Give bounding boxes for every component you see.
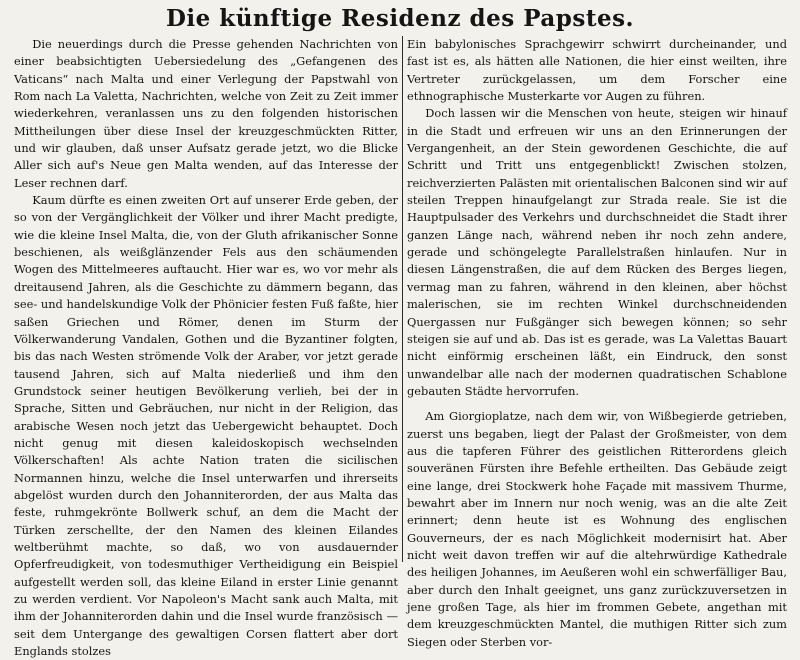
paragraph-languages: Ein babylonisches Sprachgewirr schwirrt durcheinander, und fast ist es, als hätten alle Nationen, die hier einst weilten, ihre Vertreter zurückgelassen, um dem Forscher eine ethnographische Musterkarte vor Augen zu führen.	[407, 37, 787, 104]
paragraph-palace: Am Giorgioplatze, nach dem wir, von Wißbegierde getrieben, zuerst uns begaben, liegt der Palast der Großmeister, von dem aus die tapferen Führer des geistlichen Ritterordens gleich souveränen Fürsten ihre Befehle ertheilten. Das Gebäude zeigt eine lange, drei Stockwerk hohe Façade mit massivem Thurme, bewahrt aber im Innern nur noch wenig, was an die alte Zeit erinnert; denn heute ist es Wohnung des englischen Gouverneurs, der es nach Möglichkeit modernisirt hat. Aber nicht weit davon treffen wir auf die altehrwürdige Kathedrale des heiligen Johannes, im Aeußeren wohl ein schwerfälliger Bau, aber durch den Inhalt geeignet, uns ganz zurückzuversetzen in jene großen Tage, als hier im frommen Gebete, angethan mit dem kreuzgeschmückten Mantel, die muthigen Ritter sich zum Siegen oder Sterben vor-	[407, 409, 787, 649]
paragraph-intro: Die neuerdings durch die Presse gehenden Nachrichten von einer beabsichtigten Uebersiedelung des „Gefangenen des Vaticans“ nach Malta und einer Verlegung der Papstwahl von Rom nach La Valetta, Nachrichten, welche von Zeit zu Zeit immer wiederkehren, veranlassen uns zu den folgenden historischen Mittheilungen über diese Insel der kreuzgeschmückten Ritter, und wir glauben, daß unser Aufsatz gerade jetzt, wo die Blicke Aller sich auf's Neue gen Malta wenden, auf das Interesse der Leser rechnen darf.	[14, 37, 398, 190]
left-column	[14, 36, 398, 659]
column-divider	[402, 36, 403, 562]
paragraph-city: Doch lassen wir die Menschen von heute, steigen wir hinauf in die Stadt und erfreuen wir uns an den Erinnerungen der Vergangenheit, an der Stein gewordenen Geschichte, die auf Schritt und Tritt uns entgegenblickt! Zwischen stolzen, reichverzierten Palästen mit orientalischen Balconen sind wir auf steilen Treppen hinaufgelangt zur Strada reale. Sie ist die Hauptpulsader des Verkehrs und durchschneidet die Stadt ihrer ganzen Länge nach, während neben ihr noch zehn andere, gerade und schöngelegte Parallelstraßen hinlaufen. Nur in diesen Längenstraßen, die auf dem Rücken des Berges liegen, vermag man zu fahren, während in den kleinen, aber höchst malerischen, sie im rechten Winkel durchschneidenden Quergassen nur Fußgänger sich bewegen können; so sehr steigen sie auf und ab. Das ist es gerade, was La Valettas Bauart nicht einförmig erscheinen läßt, ein Eindruck, den sonst unwandelbar alle nach der modernen quadratischen Schablone gebauten Städte hervorrufen.	[407, 106, 787, 398]
paragraph-history: Kaum dürfte es einen zweiten Ort auf unserer Erde geben, der so von der Vergänglichkeit der Völker und ihrer Macht predigte, wie die kleine Insel Malta, die, von der Gluth afrikanischer Sonne beschienen, als weißglänzender Fels aus den schäumenden Wogen des Mittelmeeres auftaucht. Hier war es, wo vor mehr als dreitausend Jahren, als die Geschichte zu dämmern begann, das see- und handelskundige Volk der Phönicier festen Fuß faßte, hier saßen Griechen und Römer, denen im Sturm der Völkerwanderung Vandalen, Gothen und die Byzantiner folgten, bis das nach Westen strömende Volk der Araber, vor jetzt gerade tausend Jahren, sich auf Malta niederließ und ihm den Grundstock seiner heutigen Bevölkerung verlieh, bei der in Sprache, Sitten und Gebräuchen, nur nicht in der Religion, das arabische Wesen noch jetzt das Uebergewicht behauptet. Doch nicht genug mit diesen kaleidoskopisch wechselnden Völkerschaften! Als achte Nation traten die sicilischen Normannen hinzu, welche die Insel unterwarfen und ihrerseits abgelöst wurden durch den Johanniterorden, der aus Malta das feste, ruhmgekrönte Bollwerk schuf, an dem die Macht der Türken zerschellte, der den Namen des kleinen Eilandes weltberühmt machte, so daß, wo von ausdauernder Opferfreudigkeit, von todesmuthiger Vertheidigung ein Beispiel aufgestellt werden soll, das kleine Eiland in erster Linie genannt zu werden verdient. Vor Napoleon's Macht sank auch Malta, mit ihm der Johanniterorden dahin und die Insel wurde französisch — seit dem Untergange des gewaltigen Corsen flattert aber dort Englands stolzes	[14, 193, 398, 659]
right-column	[407, 36, 787, 649]
article-title: Die künftige Residenz des Papstes.	[165, 5, 635, 32]
